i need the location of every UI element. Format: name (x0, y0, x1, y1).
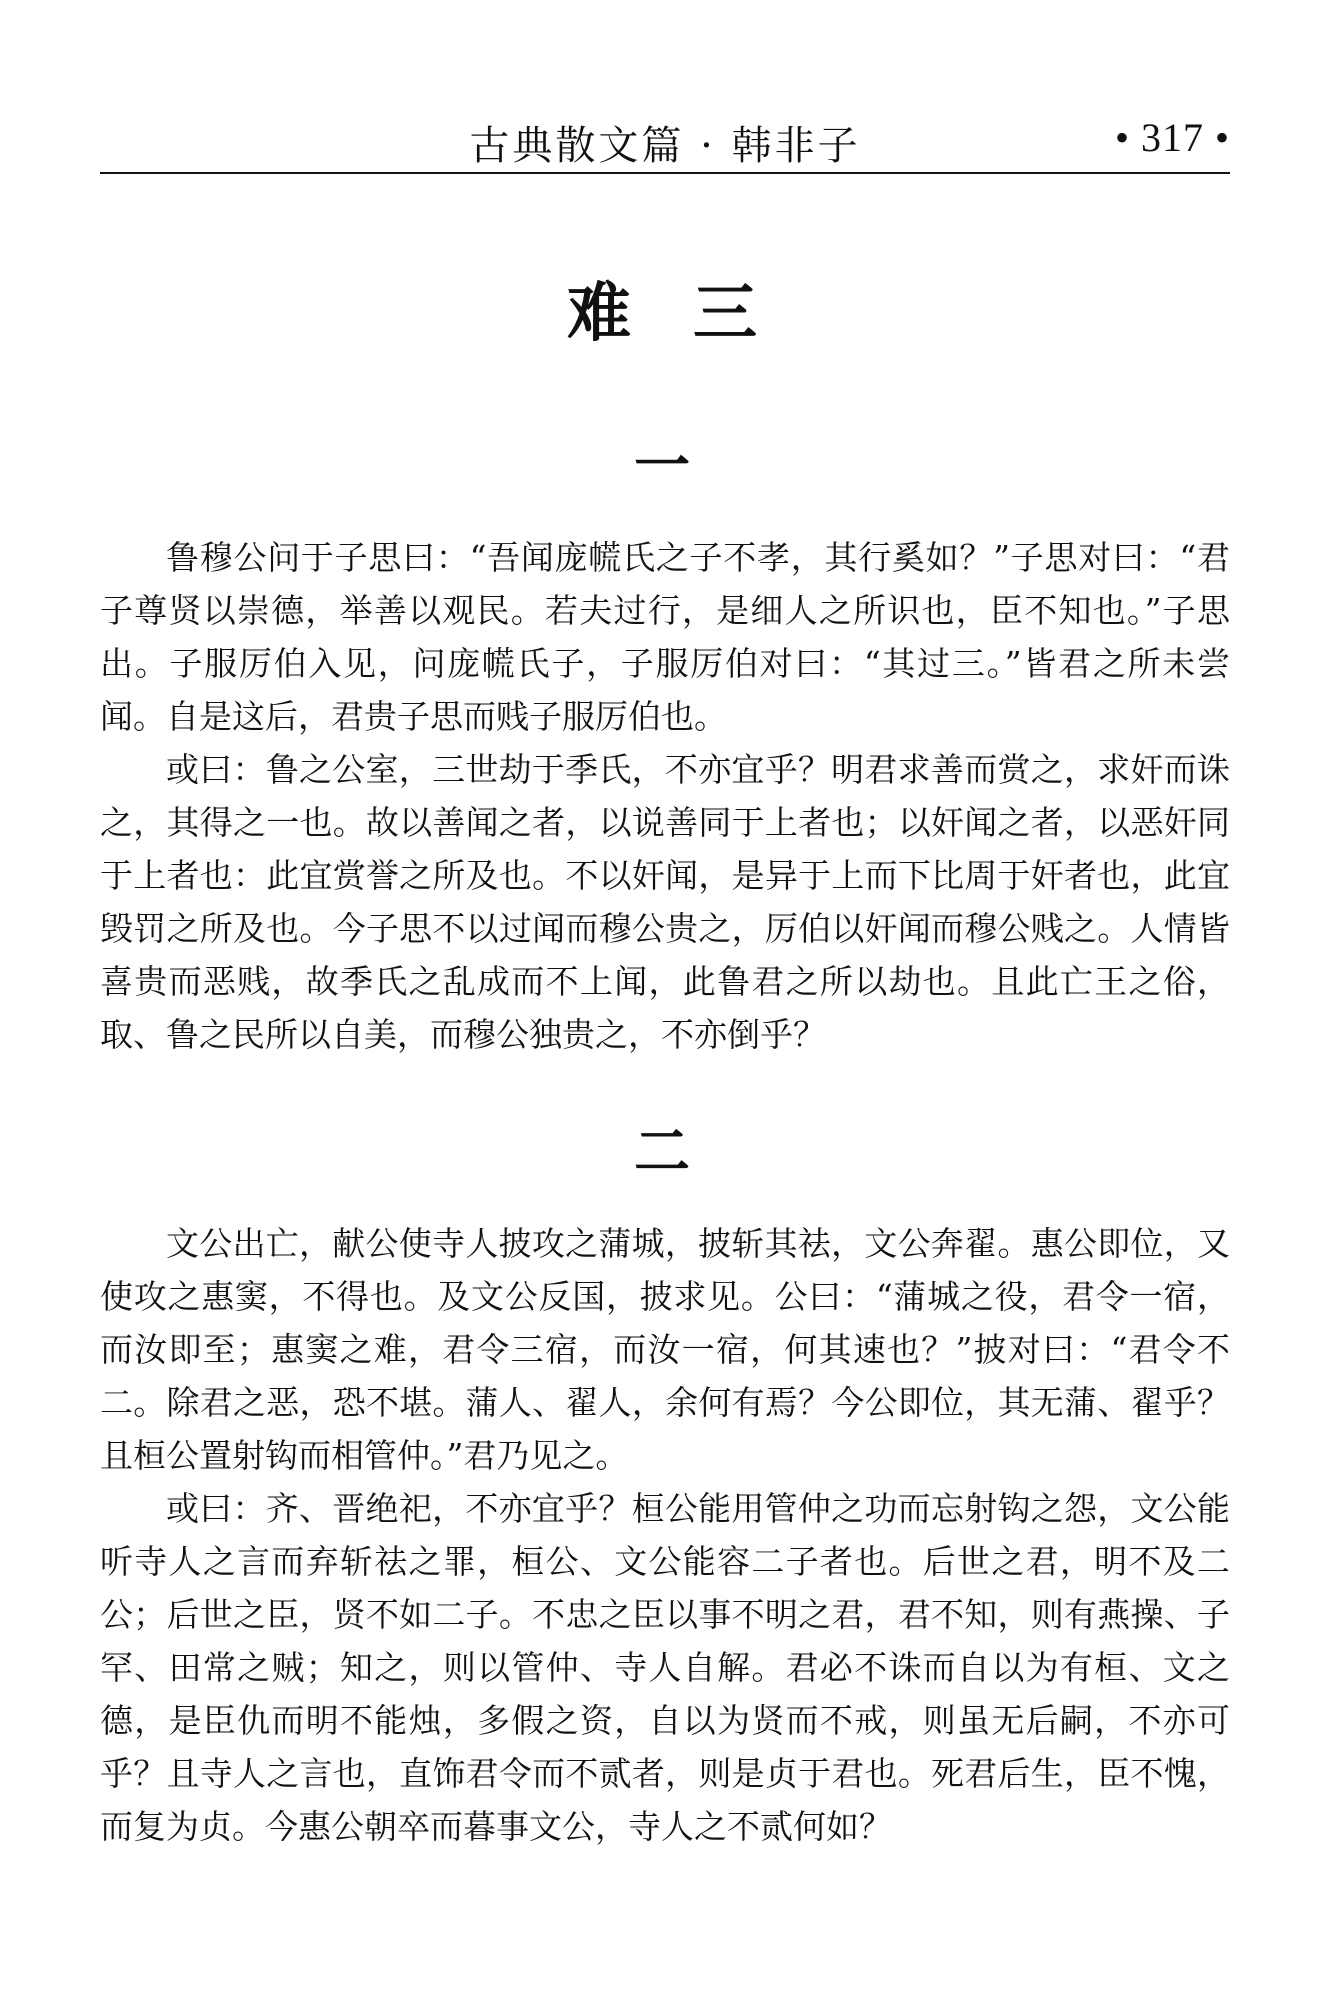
section-1-body (100, 531, 1230, 1061)
chapter-title: 难三 (567, 277, 819, 351)
running-header (100, 100, 1230, 174)
paragraph: 鲁穆公问于子思曰：“吾闻庞㡛氏之子不孝，其行奚如？”子思对曰：“君子尊贤以崇德，举善以观民。若夫过行，是细人之所识也，臣不知也。”子思出。子服厉伯入见，问庞㡛氏子，子服厉伯对曰：“其过三。”皆君之所未尝闻。自是这后，君贵子思而贱子服厉伯也。 (100, 538, 1230, 736)
paragraph: 或曰：齐、晋绝祀，不亦宜乎？桓公能用管仲之功而忘射钩之怨，文公能听寺人之言而弃斩祛之罪，桓公、文公能容二子者也。后世之君，明不及二公；后世之臣，贤不如二子。不忠之臣以事不明之君，君不知，则有燕操、子罕、田常之贼；知之，则以管仲、寺人自解。君必不诛而自以为有桓、文之德，是臣仇而明不能烛，多假之资，自以为贤而不戒，则虽无后嗣，不亦可乎？且寺人之言也，直饰君令而不贰者，则是贞于君也。死君后生，臣不愧，而复为贞。今惠公朝卒而暮事文公，寺人之不贰何如？ (100, 1489, 1230, 1846)
section-2-body (100, 1217, 1230, 1853)
paragraph: 文公出亡，献公使寺人披攻之蒲城，披斩其祛，文公奔翟。惠公即位，又使攻之惠窦，不得也。及文公反国，披求见。公曰：“蒲城之役，君令一宿，而汝即至；惠窦之难，君令三宿，而汝一宿，何其速也？”披对曰：“君令不二。除君之恶，恐不堪。蒲人、翟人，余何有焉？今公即位，其无蒲、翟乎？且桓公置射钩而相管仲。”君乃见之。 (100, 1224, 1230, 1475)
paragraph: 或曰：鲁之公室，三世劫于季氏，不亦宜乎？明君求善而赏之，求奸而诛之，其得之一也。故以善闻之者，以说善同于上者也；以奸闻之者，以恶奸同于上者也：此宜赏誉之所及也。不以奸闻，是异于上而下比周于奸者也，此宜毁罚之所及也。今子思不以过闻而穆公贵之，厉伯以奸闻而穆公贱之。人情皆喜贵而恶贱，故季氏之乱成而不上闻，此鲁君之所以劫也。且此亡王之俗，取、鲁之民所以自美，而穆公独贵之，不亦倒乎？ (100, 750, 1230, 1054)
running-header-title: 古典散文篇 · 韩非子 (469, 123, 861, 169)
section-number-2: 二 (634, 1120, 690, 1185)
section-number-1: 一 (634, 434, 690, 499)
page-number: • 317 • (1114, 115, 1230, 160)
